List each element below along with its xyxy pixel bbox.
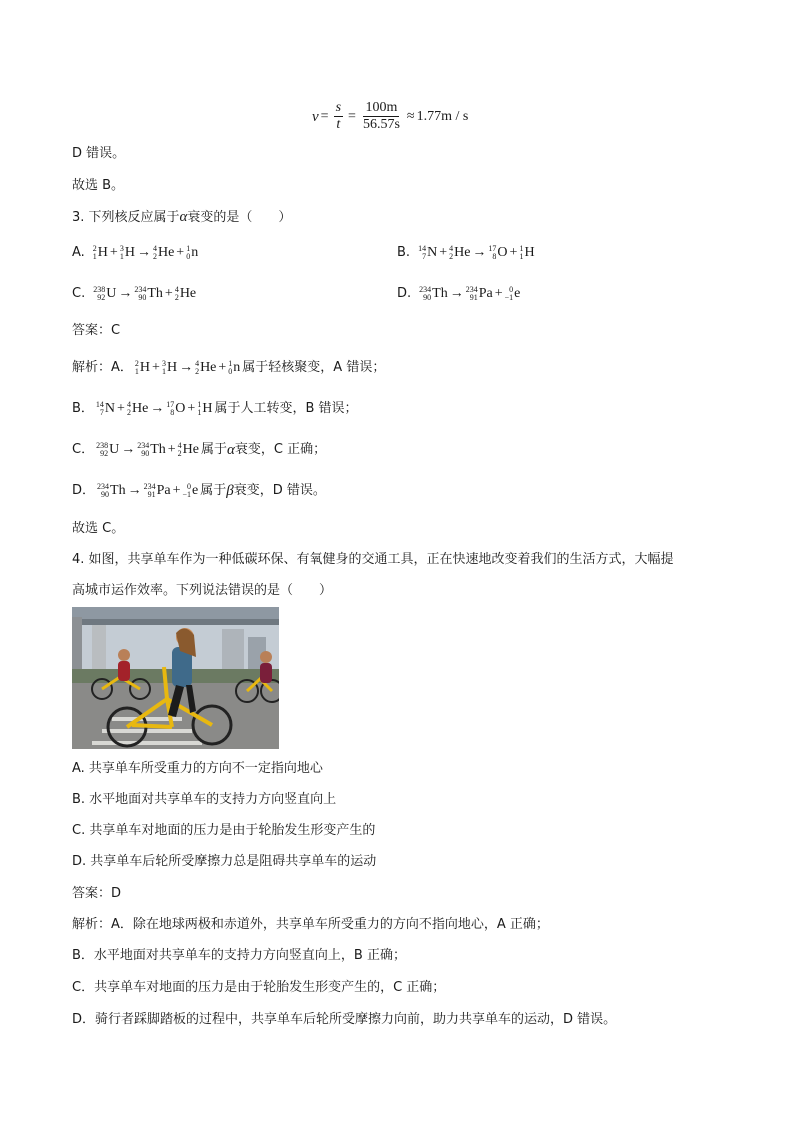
q3-analysis-b: B． 14 7 N + 4 2 He → 17 8 O + 1 1 H 属于人工转变，B 错误； bbox=[72, 400, 358, 417]
q4-stem-line1: 4. 如图，共享单车作为一种低碳环保、有氧健身的交通工具，正在快速地改变着我们的生活方式，大幅提 bbox=[72, 552, 674, 567]
operator: → bbox=[150, 401, 165, 416]
nuclide: 17 8 O bbox=[488, 244, 508, 261]
q4-option-b: B. 水平地面对共享单车的支持力方向竖直向上 bbox=[72, 792, 337, 807]
q4-answer: 答案：D bbox=[72, 886, 122, 901]
option-letter: D. bbox=[397, 286, 412, 301]
q4-analysis-d: D．骑行者踩脚踏板的过程中，共享单车后轮所受摩擦力向前，助力共享单车的运动，D 错误。 bbox=[72, 1012, 617, 1027]
nuclide: 2 1 H bbox=[134, 359, 151, 376]
nuclide: 1 0 n bbox=[186, 244, 199, 261]
q4-analysis-b: B．水平地面对共享单车的支持力方向竖直向上，B 正确； bbox=[72, 948, 406, 963]
nuclide: 0 −1 e bbox=[504, 285, 521, 302]
operator: → bbox=[472, 245, 487, 260]
option-letter: C. bbox=[72, 286, 86, 301]
analysis-equation bbox=[97, 482, 198, 500]
operator: + bbox=[117, 401, 125, 416]
operator: + bbox=[218, 360, 227, 375]
q2-d-wrong: D 错误。 bbox=[72, 146, 126, 161]
q3-analysis-a: 解析：A． 2 1 H + 3 1 H → 4 2 He + 1 0 n 属于轻核聚变，A 错误； bbox=[72, 359, 386, 376]
operator: + bbox=[494, 286, 503, 301]
operator: + bbox=[167, 442, 176, 457]
q3-option-b bbox=[397, 244, 535, 262]
nuclide: 1 1 H bbox=[519, 244, 535, 261]
nuclide: 1 1 H bbox=[197, 400, 213, 417]
analysis-equation bbox=[96, 441, 199, 459]
formula-v: v bbox=[312, 108, 319, 125]
operator: → bbox=[118, 286, 133, 301]
q3-option-d bbox=[397, 285, 520, 303]
q3-analysis-d: D． 234 90 Th → 234 91 Pa + 0 −1 e 属于 β 衰变，D 错误。 bbox=[72, 482, 326, 499]
q3-answer: 答案：C bbox=[72, 323, 121, 338]
operator: + bbox=[187, 401, 196, 416]
nuclide: 14 7 N bbox=[418, 244, 438, 261]
operator: + bbox=[172, 483, 181, 498]
q2-choose: 故选 B。 bbox=[72, 178, 125, 193]
q3-choose: 故选 C。 bbox=[72, 521, 125, 536]
nuclide: 3 1 H bbox=[119, 244, 135, 261]
operator: + bbox=[109, 245, 118, 260]
nuclide: 4 2 He bbox=[174, 285, 197, 302]
analysis-equation bbox=[96, 400, 213, 418]
option-letter: B. bbox=[397, 245, 411, 260]
q3-stem: 3. 下列核反应属于α衰变的是（ ） bbox=[72, 209, 292, 225]
operator: → bbox=[449, 286, 464, 301]
operator: → bbox=[179, 360, 194, 375]
q4-option-a: A. 共享单车所受重力的方向不一定指向地心 bbox=[72, 761, 323, 776]
nuclide: 238 92 U bbox=[93, 285, 117, 302]
operator: + bbox=[164, 286, 173, 301]
nuclide: 234 90 Th bbox=[419, 285, 448, 302]
operator: → bbox=[127, 483, 142, 498]
nuclide: 234 90 Th bbox=[134, 285, 163, 302]
analysis-equation bbox=[135, 359, 240, 377]
nuclide: 234 91 Pa bbox=[143, 482, 171, 499]
q4-stem-line2: 高城市运作效率。下列说法错误的是（ ） bbox=[72, 583, 333, 598]
q4-option-c: C. 共享单车对地面的压力是由于轮胎发生形变产生的 bbox=[72, 823, 376, 838]
nuclide: 3 1 H bbox=[161, 359, 178, 376]
q3-analysis-c: C． 238 92 U → 234 90 Th + 4 2 He 属于 α 衰变，C 正确； bbox=[72, 441, 327, 458]
nuclide: 2 1 H bbox=[92, 244, 108, 261]
operator: + bbox=[176, 245, 185, 260]
operator: + bbox=[152, 360, 160, 375]
q4-analysis-a: 解析：A．除在地球两极和赤道外，共享单车所受重力的方向不指向地心，A 正确； bbox=[72, 917, 549, 932]
nuclide: 4 2 He bbox=[152, 244, 175, 261]
nuclide: 1 0 n bbox=[228, 359, 241, 376]
q3-option-c bbox=[72, 285, 196, 303]
nuclide: 234 91 Pa bbox=[465, 285, 493, 302]
nuclide: 4 2 He bbox=[177, 441, 199, 458]
nuclide: 4 2 He bbox=[195, 359, 217, 376]
q3-option-a bbox=[72, 244, 198, 262]
nuclide: 234 90 Th bbox=[137, 441, 166, 458]
option-letter: A. bbox=[72, 245, 85, 260]
operator: → bbox=[121, 442, 136, 457]
q4-option-d: D. 共享单车后轮所受摩擦力总是阻碍共享单车的运动 bbox=[72, 854, 377, 869]
operator: + bbox=[439, 245, 448, 260]
operator: → bbox=[136, 245, 151, 260]
operator: + bbox=[509, 245, 518, 260]
nuclide: 4 2 He bbox=[126, 400, 149, 417]
nuclide: 14 7 N bbox=[95, 400, 116, 417]
q4-analysis-c: C．共享单车对地面的压力是由于轮胎发生形变产生的，C 正确； bbox=[72, 980, 446, 995]
nuclide: 17 8 O bbox=[166, 400, 186, 417]
nuclide: 4 2 He bbox=[449, 244, 471, 261]
velocity-formula: v = $\frac{s}{t}$ = $\frac{100m}{56.57s}$ ≈ 1.77m / s bbox=[312, 100, 469, 132]
nuclide: 234 90 Th bbox=[97, 482, 126, 499]
nuclide: 238 92 U bbox=[96, 441, 120, 458]
formula-numeric-fraction: $\frac{100m}{56.57s}$ bbox=[362, 100, 400, 132]
nuclide: 0 −1 e bbox=[182, 482, 199, 499]
formula-result: 1.77m / s bbox=[416, 108, 469, 124]
shared-bike-photo bbox=[72, 607, 279, 749]
formula-s-over-t: $\frac{s}{t}$ bbox=[335, 100, 342, 132]
